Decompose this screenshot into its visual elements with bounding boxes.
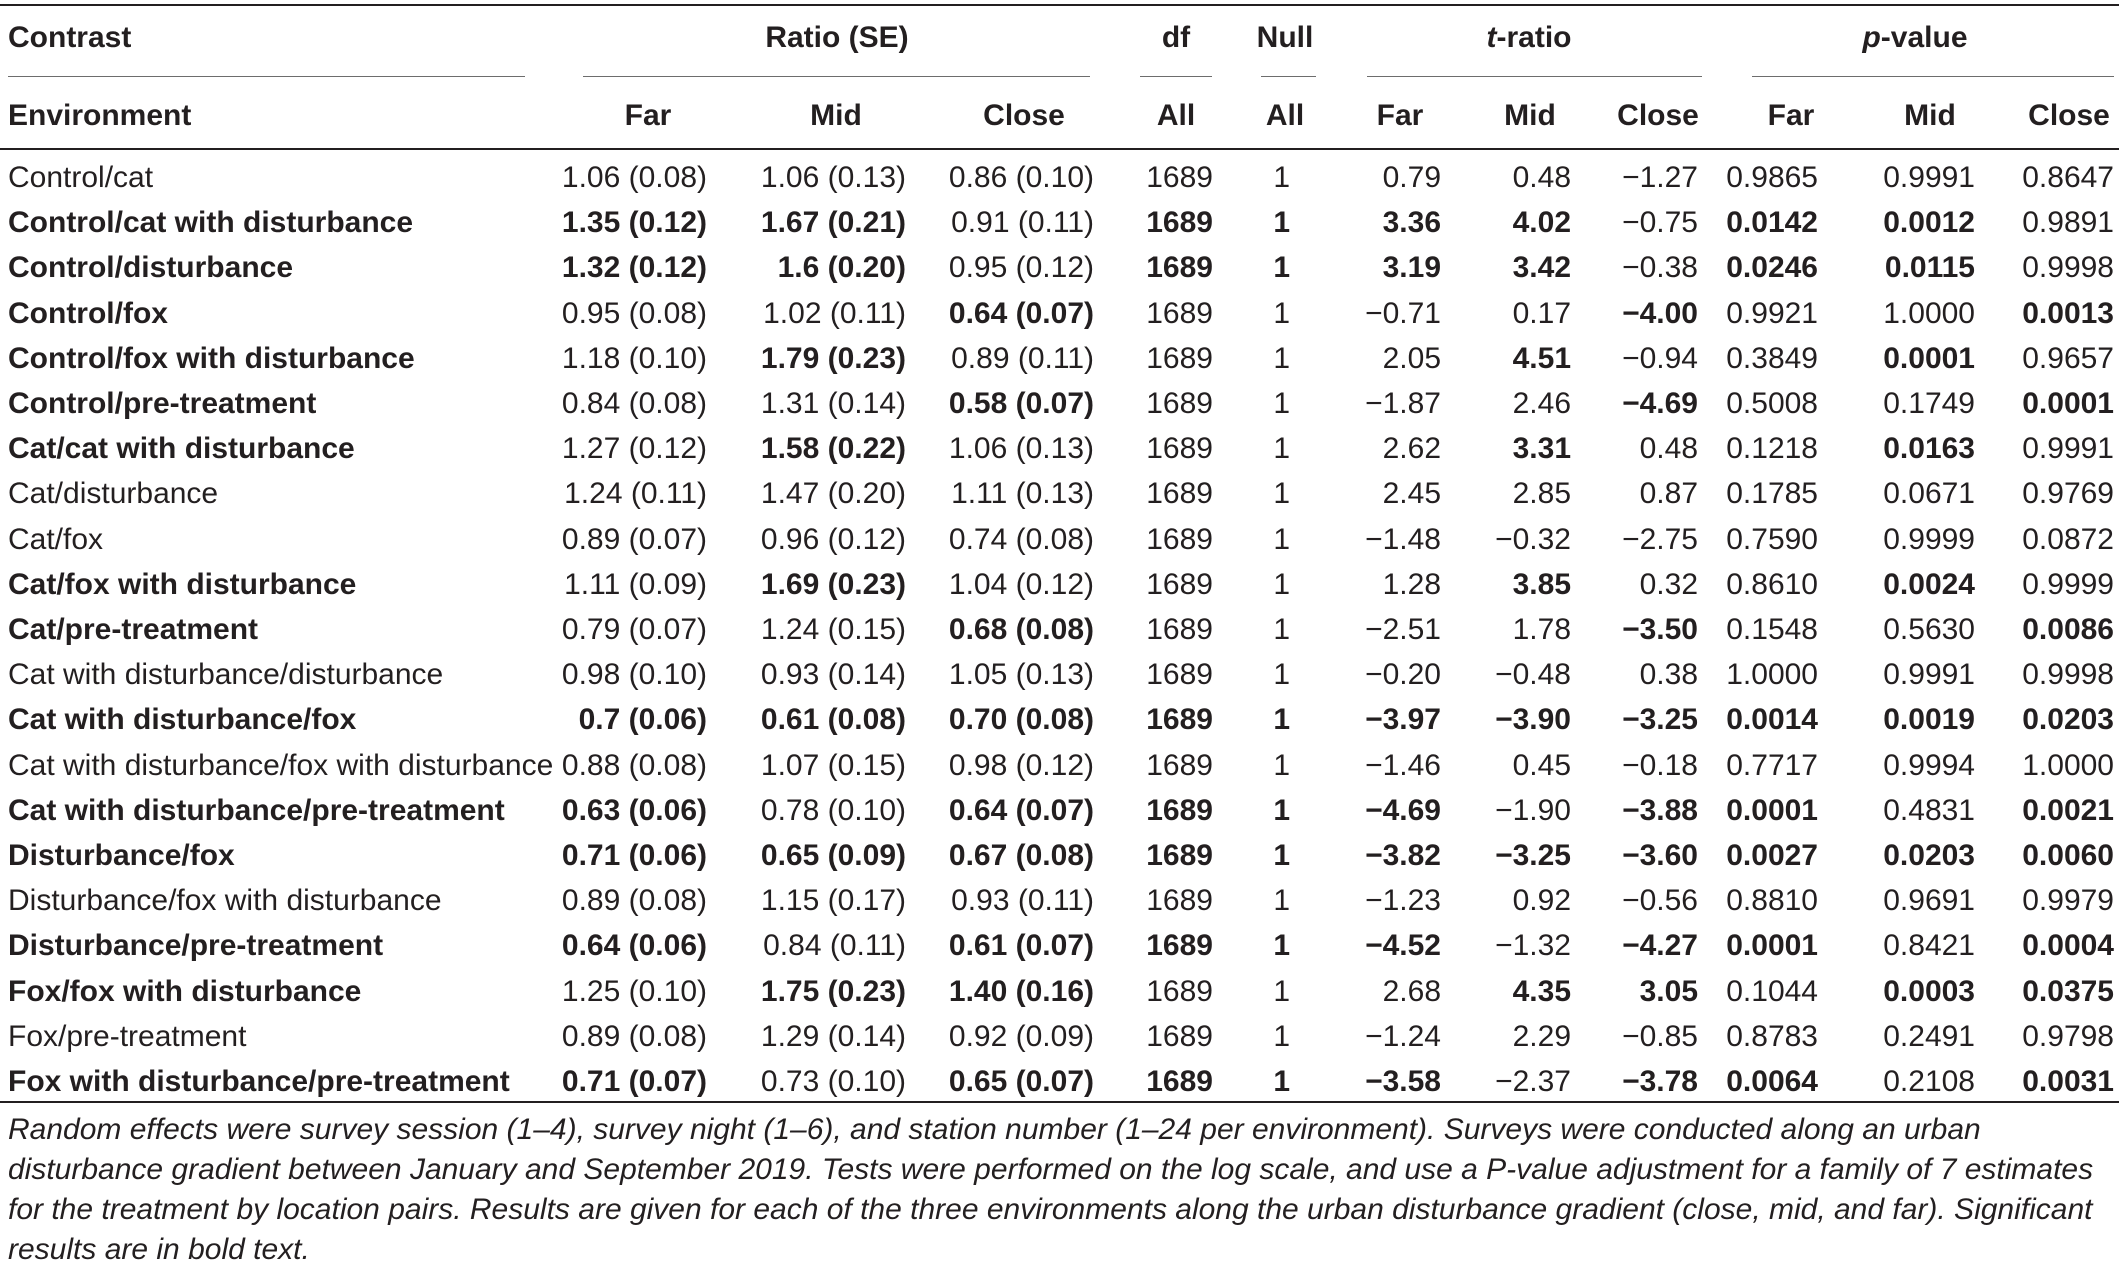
table-cell: 0.0246 xyxy=(1726,251,1818,285)
table-cell: 4.51 xyxy=(1512,341,1571,375)
subheader-cell: All xyxy=(1265,99,1305,132)
table-cell: 1 xyxy=(1273,522,1290,556)
table-cell: 0.0872 xyxy=(2022,522,2114,556)
table-cell: 1.58 (0.22) xyxy=(760,432,906,466)
table-cell: 1.11 (0.09) xyxy=(564,567,707,601)
row-label: Control/cat with disturbance xyxy=(8,206,414,240)
table-cell: 2.62 xyxy=(1382,432,1441,466)
row-label: Control/pre-treatment xyxy=(8,387,317,420)
table-cell: 1 xyxy=(1273,387,1290,420)
table-cell: −3.25 xyxy=(1622,703,1698,737)
table-cell: 0.9657 xyxy=(2022,341,2114,375)
table-cell: 1.0000 xyxy=(2022,748,2114,782)
subheader-cell: Close xyxy=(983,99,1065,132)
table-cell: 2.05 xyxy=(1382,341,1441,375)
table-cell: 0.0064 xyxy=(1726,1065,1818,1098)
table-cell: 1.78 xyxy=(1512,613,1571,646)
table-cell: 0.9921 xyxy=(1726,296,1818,330)
table-cell: 0.7 (0.06) xyxy=(578,703,707,737)
table-cell: 1.69 (0.23) xyxy=(760,567,906,601)
table-cell: 1.28 xyxy=(1382,567,1441,601)
table-cell: 1.11 (0.13) xyxy=(951,477,1094,511)
table-cell: 0.8647 xyxy=(2022,161,2114,194)
subheader-cell: Mid xyxy=(1904,99,1956,132)
table-cell: 0.92 xyxy=(1512,884,1571,918)
table-cell: 3.42 xyxy=(1512,251,1571,285)
table-cell: 0.9769 xyxy=(2022,477,2114,511)
table-cell: −1.48 xyxy=(1365,522,1441,556)
table-cell: 0.0115 xyxy=(1884,251,1975,285)
table-cell: 0.96 (0.12) xyxy=(760,522,906,556)
row-label: Disturbance/pre-treatment xyxy=(8,929,384,963)
subheader-cell: Close xyxy=(2028,99,2110,132)
table-cell: 0.0203 xyxy=(1883,839,1975,872)
table-cell: 1.04 (0.12) xyxy=(948,567,1094,601)
table-cell: 0.9979 xyxy=(2022,884,2114,918)
bottom-rule xyxy=(0,1101,2119,1103)
header-null: Null xyxy=(1256,21,1314,54)
table-cell: 0.32 xyxy=(1639,567,1698,601)
table-cell: 0.63 (0.06) xyxy=(561,793,707,827)
table-cell: 0.9998 xyxy=(2022,658,2114,692)
table-cell: −3.82 xyxy=(1365,839,1441,872)
table-cell: 0.0142 xyxy=(1726,206,1818,240)
table-cell: 1.32 (0.12) xyxy=(561,251,707,285)
table-cell: 2.85 xyxy=(1512,477,1571,511)
table-cell: 0.65 (0.09) xyxy=(760,839,906,872)
table-cell: 0.70 (0.08) xyxy=(948,703,1094,737)
subheader-cell: Far xyxy=(624,99,672,132)
table-cell: 1.15 (0.17) xyxy=(760,884,906,918)
table-cell: 0.89 (0.08) xyxy=(561,884,707,918)
table-cell: 1689 xyxy=(1146,793,1213,827)
table-cell: 1.05 (0.13) xyxy=(948,658,1094,692)
table-cell: 1 xyxy=(1273,161,1290,194)
table-cell: 1689 xyxy=(1146,884,1213,918)
table-cell: −0.32 xyxy=(1495,522,1571,556)
table-cell: 0.86 (0.10) xyxy=(948,161,1094,194)
table-cell: −4.52 xyxy=(1365,929,1441,963)
table-cell: 0.0375 xyxy=(2022,974,2114,1008)
table-cell: −2.51 xyxy=(1365,613,1441,646)
table-cell: −3.58 xyxy=(1365,1065,1441,1098)
table-cell: 0.0012 xyxy=(1883,206,1975,240)
table-cell: 0.67 (0.08) xyxy=(948,839,1094,872)
table-cell: −0.75 xyxy=(1622,206,1698,240)
ratio-underline xyxy=(583,76,1090,77)
table-cell: 0.95 (0.12) xyxy=(948,251,1094,285)
table-cell: −3.90 xyxy=(1495,703,1571,737)
table-cell: 1 xyxy=(1273,432,1290,466)
table-cell: −4.69 xyxy=(1622,387,1698,420)
table-cell: −3.88 xyxy=(1622,793,1698,827)
table-cell: 1.07 (0.15) xyxy=(760,748,906,782)
table-cell: −4.00 xyxy=(1622,296,1698,330)
table-cell: 0.71 (0.07) xyxy=(561,1065,707,1098)
table-cell: 0.0024 xyxy=(1883,567,1975,601)
table-cell: 1.47 (0.20) xyxy=(760,477,906,511)
row-label: Control/fox xyxy=(8,296,168,330)
table-cell: 1.0000 xyxy=(1726,658,1818,692)
table-cell: 1.67 (0.21) xyxy=(760,206,906,240)
row-label: Cat with disturbance/disturbance xyxy=(8,658,444,692)
table-cell: 0.1785 xyxy=(1726,477,1818,511)
table-cell: 4.35 xyxy=(1512,974,1571,1008)
table-cell: 0.65 (0.07) xyxy=(948,1065,1094,1098)
table-cell: −3.60 xyxy=(1622,839,1698,872)
t-ratio-underline xyxy=(1367,76,1702,77)
table-cell: −0.71 xyxy=(1365,296,1441,330)
table-cell: 1.25 (0.10) xyxy=(561,974,707,1008)
table-cell: 1 xyxy=(1273,296,1290,330)
table-cell: 0.2108 xyxy=(1883,1065,1975,1098)
table-cell: 1.06 (0.13) xyxy=(760,161,906,194)
table-cell: 3.05 xyxy=(1639,974,1698,1008)
header-t-ratio-rest: -ratio xyxy=(1496,21,1572,54)
subheader-cell: Mid xyxy=(1504,99,1556,132)
table-cell: 1689 xyxy=(1146,839,1213,872)
table-cell: 4.02 xyxy=(1512,206,1571,240)
table-cell: 1 xyxy=(1273,1019,1290,1053)
table-cell: 1.06 (0.08) xyxy=(561,161,707,194)
table-cell: 0.0086 xyxy=(2022,613,2114,646)
table-cell: 0.17 xyxy=(1512,296,1571,330)
table-cell: 0.64 (0.06) xyxy=(561,929,707,963)
table-cell: 0.9798 xyxy=(2022,1019,2114,1053)
table-cell: 0.9991 xyxy=(1883,161,1975,194)
table-cell: 1.06 (0.13) xyxy=(948,432,1094,466)
table-cell: 1689 xyxy=(1146,251,1213,285)
table-cell: 1 xyxy=(1273,613,1290,646)
table-cell: 1 xyxy=(1273,929,1290,963)
null-underline xyxy=(1261,76,1316,77)
table-cell: 0.1218 xyxy=(1726,432,1818,466)
table-cell: 2.45 xyxy=(1382,477,1441,511)
header-p-value-rest: -value xyxy=(1880,21,1968,54)
header-contrast: Contrast xyxy=(8,21,132,54)
table-cell: 0.9865 xyxy=(1726,161,1818,194)
table-cell: 0.0001 xyxy=(1726,929,1818,963)
table-cell: 0.0671 xyxy=(1883,477,1975,511)
table-cell: 0.0203 xyxy=(2022,703,2114,737)
table-cell: 0.0031 xyxy=(2022,1065,2114,1098)
row-label: Cat/disturbance xyxy=(8,477,219,511)
table-cell: −0.20 xyxy=(1365,658,1441,692)
table-cell: 0.8783 xyxy=(1726,1019,1818,1053)
contrast-underline xyxy=(8,76,525,77)
table-cell: 0.61 (0.08) xyxy=(760,703,906,737)
table-cell: −1.46 xyxy=(1365,748,1441,782)
table-cell: 0.8421 xyxy=(1883,929,1975,963)
header-p-value-italic: p xyxy=(1862,21,1881,54)
subheader-cell: Far xyxy=(1376,99,1424,132)
table-cell: 0.0014 xyxy=(1726,703,1818,737)
table-cell: 0.9999 xyxy=(1883,522,1975,556)
table-cell: 1 xyxy=(1273,477,1290,511)
table-cell: 1689 xyxy=(1146,341,1213,375)
table-cell: 3.36 xyxy=(1382,206,1441,240)
table-cell: 1689 xyxy=(1146,703,1213,737)
table-cell: 1.27 (0.12) xyxy=(561,432,707,466)
row-label: Cat with disturbance/fox with disturbance xyxy=(8,748,554,782)
row-label: Fox with disturbance/pre-treatment xyxy=(8,1065,510,1098)
table-cell: 0.89 (0.11) xyxy=(951,341,1094,375)
table-cell: −0.94 xyxy=(1622,341,1698,375)
table-cell: 1689 xyxy=(1146,387,1213,420)
table-cell: 0.38 xyxy=(1639,658,1698,692)
table-cell: 0.48 xyxy=(1639,432,1698,466)
table-cell: 1 xyxy=(1273,251,1290,285)
table-cell: 3.19 xyxy=(1382,251,1441,285)
table-cell: 1689 xyxy=(1146,748,1213,782)
p-value-underline xyxy=(1752,76,2114,77)
row-label: Fox/fox with disturbance xyxy=(8,974,362,1008)
table-cell: 1.24 (0.15) xyxy=(760,613,906,646)
table-cell: 0.84 (0.08) xyxy=(561,387,707,420)
table-cell: −1.27 xyxy=(1622,161,1698,194)
table-cell: 1 xyxy=(1273,341,1290,375)
header-t-ratio xyxy=(1487,20,1572,56)
table-cell: 1 xyxy=(1273,1065,1290,1098)
table-cell: 0.1044 xyxy=(1726,974,1818,1008)
table-cell: 0.98 (0.10) xyxy=(561,658,707,692)
table-cell: 0.9991 xyxy=(1883,658,1975,692)
row-label: Cat/cat with disturbance xyxy=(8,432,355,466)
table-cell: −1.32 xyxy=(1495,929,1571,963)
row-label: Cat with disturbance/fox xyxy=(8,703,357,737)
table-cell: 0.2491 xyxy=(1883,1019,1975,1053)
header-environment: Environment xyxy=(8,99,192,132)
table-cell: 0.0060 xyxy=(2022,839,2114,872)
subheader-cell: All xyxy=(1156,99,1196,132)
table-cell: 0.45 xyxy=(1512,748,1571,782)
table-cell: 3.85 xyxy=(1512,567,1571,601)
row-label: Control/fox with disturbance xyxy=(8,341,415,375)
table-cell: 0.58 (0.07) xyxy=(948,387,1094,420)
table-cell: 1689 xyxy=(1146,522,1213,556)
row-label: Cat with disturbance/pre-treatment xyxy=(8,793,505,827)
table-cell: 0.61 (0.07) xyxy=(948,929,1094,963)
table-cell: 1689 xyxy=(1146,1065,1213,1098)
table-cell: 0.71 (0.06) xyxy=(561,839,707,872)
header-t-ratio-italic: t xyxy=(1486,21,1497,54)
table-cell: 0.9691 xyxy=(1883,884,1975,918)
table-cell: 1.24 (0.11) xyxy=(564,477,707,511)
table-cell: 0.64 (0.07) xyxy=(948,793,1094,827)
table-cell: 1 xyxy=(1273,567,1290,601)
table-cell: 0.79 (0.07) xyxy=(561,613,707,646)
table-cell: 1 xyxy=(1273,974,1290,1008)
table-cell: 0.73 (0.10) xyxy=(760,1065,906,1098)
table-cell: −1.23 xyxy=(1365,884,1441,918)
table-cell: −4.69 xyxy=(1365,793,1441,827)
table-cell: 0.0021 xyxy=(2022,793,2114,827)
table-cell: 0.1749 xyxy=(1883,387,1975,420)
table-cell: −3.78 xyxy=(1622,1065,1698,1098)
table-cell: −2.37 xyxy=(1495,1065,1571,1098)
table-cell: 0.9999 xyxy=(2022,567,2114,601)
table-cell: 1689 xyxy=(1146,567,1213,601)
table-cell: 0.93 (0.14) xyxy=(760,658,906,692)
table-cell: 0.0003 xyxy=(1883,974,1975,1008)
table-cell: 0.91 (0.11) xyxy=(951,206,1094,240)
table-cell: 0.98 (0.12) xyxy=(948,748,1094,782)
table-cell: 0.0027 xyxy=(1726,839,1818,872)
table-cell: 0.92 (0.09) xyxy=(948,1019,1094,1053)
table-cell: 0.64 (0.07) xyxy=(948,296,1094,330)
table-cell: 1689 xyxy=(1146,1019,1213,1053)
table-cell: 2.68 xyxy=(1382,974,1441,1008)
table-cell: 0.5008 xyxy=(1726,387,1818,420)
table-cell: 3.31 xyxy=(1512,432,1571,466)
table-cell: 1 xyxy=(1273,658,1290,692)
header-bottom-rule xyxy=(0,148,2119,150)
table-cell: −0.56 xyxy=(1622,884,1698,918)
table-cell: 1.02 (0.11) xyxy=(763,296,906,330)
table-cell: 2.46 xyxy=(1512,387,1571,420)
header-df: df xyxy=(1161,21,1191,54)
table-cell: 1.40 (0.16) xyxy=(948,974,1094,1008)
table-cell: 0.78 (0.10) xyxy=(760,793,906,827)
top-rule xyxy=(0,4,2119,6)
row-label: Disturbance/fox with disturbance xyxy=(8,884,442,918)
row-label: Control/disturbance xyxy=(8,251,294,285)
table-cell: 0.89 (0.07) xyxy=(561,522,707,556)
table-cell: 1.0000 xyxy=(1883,296,1975,330)
table-cell: 0.0001 xyxy=(2022,387,2114,420)
table-cell: 1.18 (0.10) xyxy=(561,341,707,375)
table-cell: −3.50 xyxy=(1622,613,1698,646)
table-cell: 0.0001 xyxy=(1883,341,1975,375)
table-cell: 0.8610 xyxy=(1726,567,1818,601)
row-label: Fox/pre-treatment xyxy=(8,1019,247,1053)
table-cell: 0.93 (0.11) xyxy=(951,884,1094,918)
table-cell: 0.9891 xyxy=(2022,206,2114,240)
table-cell: 1 xyxy=(1273,748,1290,782)
table-cell: 0.9998 xyxy=(2022,251,2114,285)
table-cell: −0.48 xyxy=(1495,658,1571,692)
table-cell: 0.3849 xyxy=(1726,341,1818,375)
table-cell: 0.0019 xyxy=(1883,703,1975,737)
table-cell: −1.87 xyxy=(1365,387,1441,420)
table-cell: 1.31 (0.14) xyxy=(760,387,906,420)
table-cell: 1689 xyxy=(1146,974,1213,1008)
table-cell: 1.29 (0.14) xyxy=(760,1019,906,1053)
table-cell: 0.0163 xyxy=(1883,432,1975,466)
table-cell: 0.0013 xyxy=(2022,296,2114,330)
table-cell: 1 xyxy=(1273,206,1290,240)
table-cell: 1689 xyxy=(1146,613,1213,646)
table-cell: −1.90 xyxy=(1495,793,1571,827)
table-cell: 0.48 xyxy=(1512,161,1571,194)
table-cell: 1 xyxy=(1273,793,1290,827)
table-cell: 1689 xyxy=(1146,929,1213,963)
table-cell: 1 xyxy=(1273,703,1290,737)
table-cell: −2.75 xyxy=(1622,522,1698,556)
row-label: Cat/fox xyxy=(8,522,104,556)
table-cell: 0.84 (0.11) xyxy=(763,929,906,963)
table-cell: 0.68 (0.08) xyxy=(948,613,1094,646)
table-cell: 2.29 xyxy=(1512,1019,1571,1053)
table-cell: 0.79 xyxy=(1382,161,1441,194)
table-cell: 0.4831 xyxy=(1883,793,1975,827)
header-p-value xyxy=(1862,20,1967,56)
table-cell: 0.5630 xyxy=(1883,613,1975,646)
table-cell: 0.89 (0.08) xyxy=(561,1019,707,1053)
table-cell: −4.27 xyxy=(1622,929,1698,963)
table-cell: −0.38 xyxy=(1622,251,1698,285)
table-cell: 1.79 (0.23) xyxy=(760,341,906,375)
table-footnote: Random effects were survey session (1–4), survey night (1–6), and station number (1–24 per environment). Surveys were conducted along an urban disturbance gradient between January and September 2019. Tests were performed on the log scale, and use a P-value adjustment for a family of 7 estimates for the treatment by location pairs. Results are given for each of the three environments along the urban disturbance gradient (close, mid, and far). Significant results are in bold text. xyxy=(8,1113,2094,1266)
table-cell: 0.0001 xyxy=(1726,793,1818,827)
table-cell: 1 xyxy=(1273,884,1290,918)
table-cell: 1689 xyxy=(1146,206,1213,240)
subheader-cell: Mid xyxy=(810,99,862,132)
subheader-cell: Close xyxy=(1617,99,1699,132)
table-cell: 0.8810 xyxy=(1726,884,1818,918)
table-cell: −0.18 xyxy=(1622,748,1698,782)
table-cell: 1689 xyxy=(1146,161,1213,194)
table-cell: 0.9991 xyxy=(2022,432,2114,466)
table-cell: 0.9994 xyxy=(1883,748,1975,782)
row-label: Cat/fox with disturbance xyxy=(8,567,357,601)
row-label: Disturbance/fox xyxy=(8,839,235,872)
table-cell: 1689 xyxy=(1146,658,1213,692)
table-cell: 0.7717 xyxy=(1726,748,1818,782)
table-cell: 0.0004 xyxy=(2022,929,2114,963)
table-cell: 1.75 (0.23) xyxy=(760,974,906,1008)
table-cell: −3.97 xyxy=(1365,703,1441,737)
table-cell: 0.1548 xyxy=(1726,613,1818,646)
table-cell: 0.7590 xyxy=(1726,522,1818,556)
table-cell: 0.88 (0.08) xyxy=(561,748,707,782)
table-cell: 0.95 (0.08) xyxy=(561,296,707,330)
table-cell: 1.35 (0.12) xyxy=(561,206,707,240)
table-cell: 0.74 (0.08) xyxy=(948,522,1094,556)
row-label: Cat/pre-treatment xyxy=(8,613,259,646)
df-underline xyxy=(1140,76,1212,77)
table-cell: 1.6 (0.20) xyxy=(777,251,906,285)
table-cell: 1689 xyxy=(1146,432,1213,466)
table-cell: 1689 xyxy=(1146,477,1213,511)
header-ratio-se: Ratio (SE) xyxy=(765,21,909,54)
row-label: Control/cat xyxy=(8,161,154,194)
table-cell: 1 xyxy=(1273,839,1290,872)
subheader-cell: Far xyxy=(1767,99,1815,132)
table-cell: −3.25 xyxy=(1495,839,1571,872)
table-cell: 0.87 xyxy=(1639,477,1698,511)
table-cell: −0.85 xyxy=(1622,1019,1698,1053)
table-cell: −1.24 xyxy=(1365,1019,1441,1053)
table-cell: 1689 xyxy=(1146,296,1213,330)
